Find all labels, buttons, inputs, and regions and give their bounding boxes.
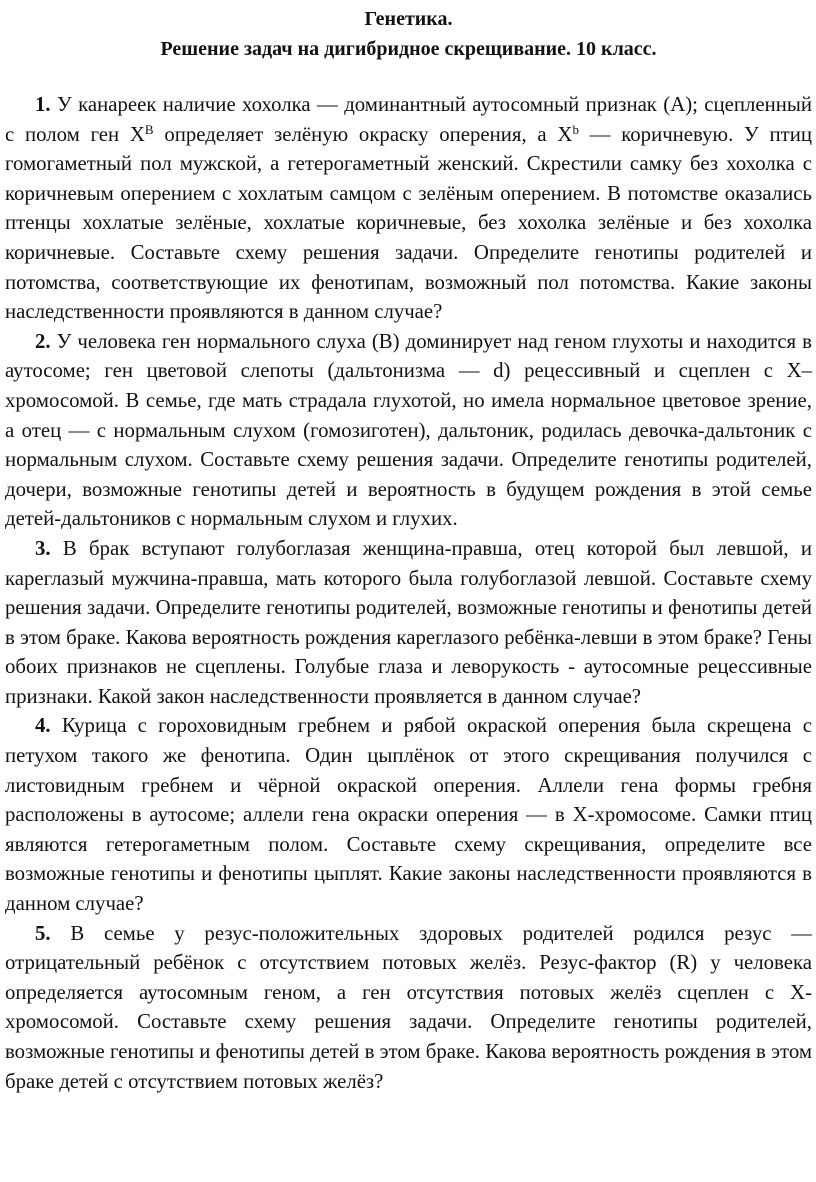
task-text: У человека ген нормального слуха (В) доминирует над геном глухоты и находится в аутосоме; ген цветовой слепоты (дальтонизма — d) рецессивный и сцеплен с Х–хромосомой. В семье, где мать страдала глухотой, но имела нормальное цветовое зрение, а отец — с нормальным слухом (гомозиготен), дальтоник, родилась девочка-дальтоник с нормальным слухом. Составьте схему решения задачи. Определите генотипы родителей, дочери, возможные генотипы детей и вероятность в будущем рождения в этой семье детей-дальтоников с нормальным слухом и глухих. bbox=[5, 329, 812, 531]
task-text: У канареек наличие хохолка — доминантный аутосомный признак (А); сцепленный с полом ген Х bbox=[5, 93, 812, 146]
document-title: Генетика. bbox=[364, 8, 453, 30]
task-text: определяет зелёную окраску оперения, а Х bbox=[153, 122, 573, 146]
allele-superscript: b bbox=[572, 121, 579, 137]
task-4 bbox=[5, 711, 812, 918]
task-number: 5. bbox=[35, 921, 51, 945]
task-number: 4. bbox=[35, 714, 51, 738]
task-number: 2. bbox=[35, 329, 51, 353]
task-number: 1. bbox=[35, 93, 51, 116]
task-text: В семье у резус-положительных здоровых родителей родился резус — отрицательный ребёнок с отсутствием потовых желёз. Резус-фактор (R) у человека определяется аутосомным геном, а ген отсутствия потовых желёз сцеплен с Х-хромосомой. Составьте схему решения задачи. Определите генотипы родителей, возможные генотипы и фенотипы детей в этом браке. Какова вероятность рождения в этом браке детей с отсутствием потовых желёз? bbox=[5, 921, 812, 1093]
task-text: — коричневую. У птиц гомогаметный пол мужской, а гетерогаметный женский. Скрестили самку без хохолка с коричневым оперением с хохлатым самцом с зелёным оперением. В потомстве оказались птенцы хохлатые зелёные, хохлатые коричневые, без хохолка зелёные и без хохолка коричневые. Составьте схему решения задачи. Определите генотипы родителей и потомства, соответствующие их фенотипам, возможный пол потомства. Какие законы наследственности проявляются в данном случае? bbox=[5, 122, 812, 324]
document-subtitle: Решение задач на дигибридное скрещивание. 10 класс. bbox=[160, 38, 657, 60]
task-3 bbox=[5, 534, 812, 712]
task-text: Курица с гороховидным гребнем и рябой окраской оперения была скрещена с петухом такого же фенотипа. Один цыплёнок от этого скрещивания получился с листовидным гребнем и чёрной окраской оперения. Аллели гена формы гребня расположены в аутосоме; аллели гена окраски оперения — в Х-хромосоме. Самки птиц являются гетерогаметным полом. Составьте схему скрещивания, определите все возможные генотипы и фенотипы цыплят. Какие законы наследственности проявляются в данном случае? bbox=[5, 714, 812, 916]
task-5 bbox=[5, 919, 812, 1097]
task-1 bbox=[5, 90, 812, 327]
task-number: 3. bbox=[35, 536, 51, 560]
allele-superscript: В bbox=[144, 121, 154, 137]
task-2 bbox=[5, 327, 812, 534]
spacer bbox=[5, 64, 812, 90]
task-text: В брак вступают голубоглазая женщина-правша, отец которой был левшой, и кареглазый мужчина-правша, мать которого была голубоглазой левшой. Составьте схему решения задачи. Определите генотипы родителей, возможные генотипы и фенотипы детей в этом браке. Какова вероятность рождения кареглазого ребёнка-левши в этом браке? Гены обоих признаков не сцеплены. Голубые глаза и леворукость - аутосомные рецессивные признаки. Какой закон наследственности проявляется в данном случае? bbox=[5, 536, 812, 708]
